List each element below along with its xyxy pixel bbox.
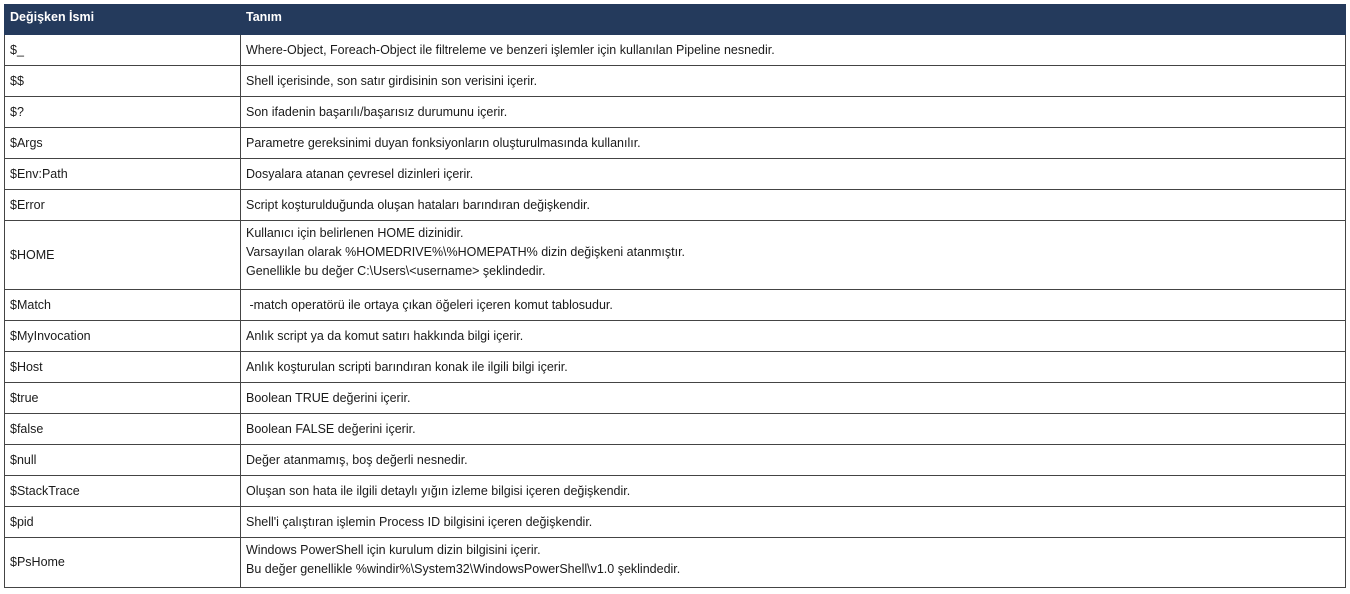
variable-description-cell [241, 352, 1346, 383]
table-row [5, 221, 1346, 290]
description-line: Genellikle bu değer C:\Users\<username> şeklindedir. [246, 264, 546, 278]
variable-name-cell: $MyInvocation [5, 321, 241, 352]
description-line: Anlık koşturulan scripti barındıran konak ile ilgili bilgi içerir. [246, 359, 568, 374]
description-line: Shell'i çalıştıran işlemin Process ID bilgisini içeren değişkendir. [246, 514, 593, 529]
table-row [5, 290, 1346, 321]
header-variable-name: Değişken İsmi [5, 5, 241, 35]
table-header-row [5, 5, 1346, 35]
table-row [5, 414, 1346, 445]
table-row [5, 128, 1346, 159]
description-line: Kullanıcı için belirlenen HOME dizinidir. [246, 226, 464, 240]
table-row [5, 507, 1346, 538]
variable-name-cell: $Match [5, 290, 241, 321]
variable-name-cell: $Args [5, 128, 241, 159]
variable-description-cell [241, 221, 1346, 290]
variable-description-cell [241, 383, 1346, 414]
table-row [5, 352, 1346, 383]
description-line: Boolean FALSE değerini içerir. [246, 421, 416, 436]
description-line: -match operatörü ile ortaya çıkan öğeleri içeren komut tablosudur. [246, 297, 613, 312]
variable-description-cell [241, 538, 1346, 588]
variable-name-cell: $$ [5, 66, 241, 97]
description-line: Where-Object, Foreach-Object ile filtreleme ve benzeri işlemler için kullanılan Pipeline nesnedir. [246, 42, 775, 57]
description-line: Son ifadenin başarılı/başarısız durumunu içerir. [246, 104, 508, 119]
variable-description-cell [241, 190, 1346, 221]
table-row [5, 35, 1346, 66]
variable-description-cell [241, 159, 1346, 190]
variable-name-cell: $? [5, 97, 241, 128]
variable-name-cell: $PsHome [5, 538, 241, 588]
variable-description-cell [241, 445, 1346, 476]
description-line: Varsayılan olarak %HOMEDRIVE%\%HOMEPATH% dizin değişkeni atanmıştır. [246, 245, 686, 259]
variable-name-cell: $Host [5, 352, 241, 383]
description-line: Oluşan son hata ile ilgili detaylı yığın izleme bilgisi içeren değişkendir. [246, 483, 631, 498]
variable-description-cell [241, 290, 1346, 321]
variable-name-cell: $true [5, 383, 241, 414]
description-line: Shell içerisinde, son satır girdisinin son verisini içerir. [246, 73, 538, 88]
table-row [5, 321, 1346, 352]
variable-name-cell: $Error [5, 190, 241, 221]
description-line: Windows PowerShell için kurulum dizin bilgisini içerir. [246, 543, 541, 557]
variables-table [4, 4, 1346, 588]
variable-name-cell: $Env:Path [5, 159, 241, 190]
variable-description-cell [241, 321, 1346, 352]
description-line: Dosyalara atanan çevresel dizinleri içerir. [246, 166, 474, 181]
variable-description-cell [241, 507, 1346, 538]
variable-name-cell: $_ [5, 35, 241, 66]
header-description: Tanım [241, 5, 1346, 35]
variable-name-cell: $StackTrace [5, 476, 241, 507]
description-line: Script koşturulduğunda oluşan hataları barındıran değişkendir. [246, 197, 590, 212]
variable-name-cell: $null [5, 445, 241, 476]
table-row [5, 538, 1346, 588]
variable-description-cell [241, 35, 1346, 66]
variable-description-cell [241, 97, 1346, 128]
variable-description-cell [241, 128, 1346, 159]
variable-description-cell [241, 414, 1346, 445]
variable-name-cell: $pid [5, 507, 241, 538]
description-line: Boolean TRUE değerini içerir. [246, 390, 411, 405]
description-line: Parametre gereksinimi duyan fonksiyonların oluşturulmasında kullanılır. [246, 135, 641, 150]
table-row [5, 97, 1346, 128]
variable-name-cell: $HOME [5, 221, 241, 290]
description-line: Bu değer genellikle %windir%\System32\WindowsPowerShell\v1.0 şeklindedir. [246, 562, 681, 576]
table-row [5, 190, 1346, 221]
table-body [5, 35, 1346, 588]
table-row [5, 383, 1346, 414]
variable-description-cell [241, 476, 1346, 507]
variables-table-container [4, 4, 1345, 588]
table-row [5, 159, 1346, 190]
variable-name-cell: $false [5, 414, 241, 445]
description-line: Anlık script ya da komut satırı hakkında bilgi içerir. [246, 328, 524, 343]
description-line: Değer atanmamış, boş değerli nesnedir. [246, 452, 468, 467]
table-row [5, 66, 1346, 97]
variable-description-cell [241, 66, 1346, 97]
table-row [5, 445, 1346, 476]
table-row [5, 476, 1346, 507]
